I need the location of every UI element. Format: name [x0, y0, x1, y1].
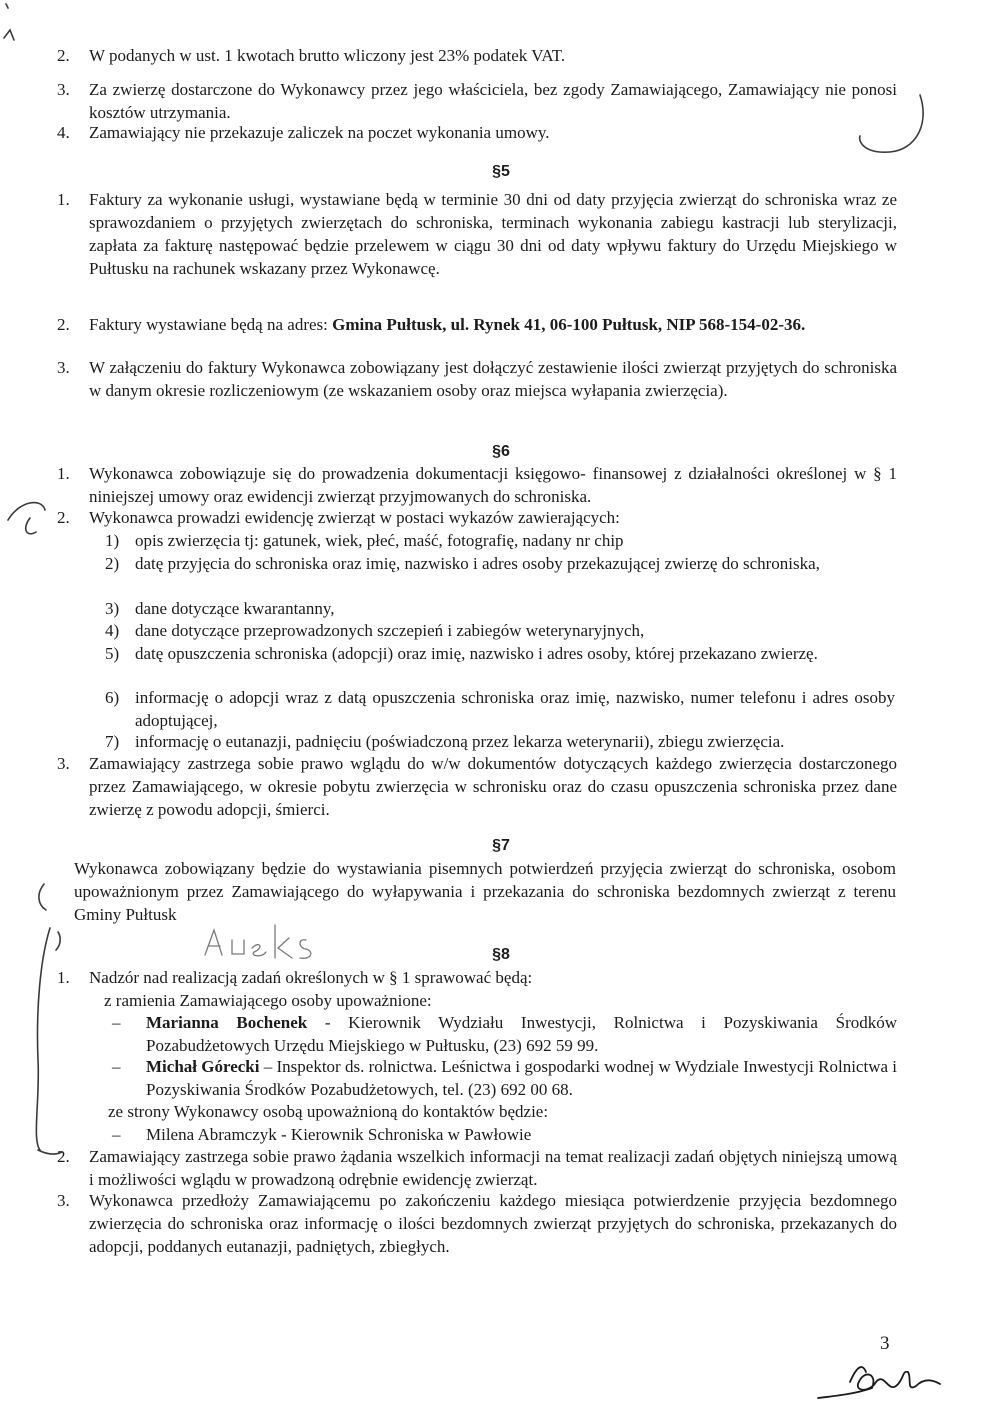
- section-8-item-1: 1. Nadzór nad realizacją zadań określonych w § 1 sprawować będą:: [57, 968, 533, 987]
- corner-tick: [4, 30, 14, 40]
- corner-mark: [6, 4, 8, 8]
- section-5-item-1: 1. Faktury za wykonanie usługi, wystawiane będą w terminie 30 dni od daty przyjęcia zwierząt do schroniska wraz ze sprawozdaniem o przyjętych zwierzętach do schroniska, terminach wykonania zabiegu kastracji lub sterylizacji, zapłata za fakturę następować będzie przelewem w ciągu 30 dni od daty wpływu faktury do Urzędu Miejskiego w Pułtusku na rachunek wskazany przez Wykonawcę.: [57, 190, 897, 278]
- page-number: 3: [880, 1333, 890, 1354]
- margin-bracket: [39, 884, 46, 910]
- aneks-annotation: [205, 925, 311, 958]
- paragraph-4-item-3: 3. Za zwierzę dostarczone do Wykonawcy przez jego właściciela, bez zgody Zamawiającego, Zamawiający nie ponosi kosztów utrzymania.: [57, 80, 897, 122]
- margin-tail: [38, 1150, 62, 1154]
- margin-curve: [860, 95, 923, 152]
- section-7-heading: §7: [492, 837, 510, 854]
- margin-line: [36, 928, 50, 1150]
- list-item: 5) datę opuszczenia schroniska (adopcji) oraz imię, nazwisko i adres osoby, której przekazano zwierzę.: [105, 644, 818, 663]
- contracting-authority-label: z ramienia Zamawiającego osoby upoważnione:: [104, 991, 432, 1010]
- paragraph-4-item-2: 2. W podanych w ust. 1 kwotach brutto wliczony jest 23% podatek VAT.: [57, 46, 566, 65]
- billing-address: Gmina Pułtusk, ul. Rynek 41, 06-100 Pułtusk, NIP 568-154-02-36.: [332, 315, 806, 334]
- list-item: 2) datę przyjęcia do schroniska oraz imię, nazwisko i adres osoby przekazującej zwierzę do schroniska,: [105, 554, 820, 573]
- section-6-item-1: 1. Wykonawca zobowiązuje się do prowadzenia dokumentacji księgowo- finansowej z działalności określonej w § 1 niniejszej umowy oraz ewidencji zwierząt przyjmowanych do schroniska.: [57, 464, 897, 506]
- section-5-heading: §5: [492, 163, 510, 180]
- list-item: 1) opis zwierzęcia tj: gatunek, wiek, płeć, maść, fotografię, nadany nr chip: [105, 531, 624, 550]
- section-6-heading: §6: [492, 443, 510, 460]
- contractor-label: ze strony Wykonawcy osobą upoważnioną do kontaktów będzie:: [108, 1102, 549, 1121]
- list-item: 3) dane dotyczące kwarantanny,: [105, 599, 335, 618]
- section-6-item-3: 3. Zamawiający zastrzega sobie prawo wglądu do w/w dokumentów dotyczących każdego zwierzęcia dostarczonego przez Zamawiającego, w okresie pobytu zwierzęcia w schronisku oraz do czasu opuszczenia schroniska przez dane zwierzę z powodu adopcji, śmierci.: [57, 754, 897, 819]
- section-7-text: Wykonawca zobowiązany będzie do wystawiania pisemnych potwierdzeń przyjęcia zwierząt do schroniska, osobom upoważnionym przez Zamawiającego do wyłapywania i przekazania do schroniska bezdomnych zwierząt z terenu Gminy Pułtusk: [74, 859, 896, 924]
- section-6-item-2: 2. Wykonawca prowadzi ewidencję zwierząt w postaci wykazów zawierających:: [57, 508, 620, 527]
- section-8-heading: §8: [492, 946, 510, 963]
- margin-scribble: [8, 503, 45, 534]
- section-8-item-3: 3. Wykonawca przedłoży Zamawiającemu po zakończeniu każdego miesiąca potwierdzenie przyjęcia bezdomnego zwierzęcia do schroniska oraz informację o ilości bezdomnych zwierząt przyjętych do schroniska, przekazanych do adopcji, poddanych eutanazji, padniętych, zbiegłych.: [57, 1191, 897, 1256]
- section-8-item-2: 2. Zamawiający zastrzega sobie prawo żądania wszelkich informacji na temat realizacji zadań objętych niniejszą umową i możliwości wglądu w prowadzoną odrębnie ewidencję zwierząt.: [57, 1147, 897, 1189]
- section-5-item-3: 3. W załączeniu do faktury Wykonawca zobowiązany jest dołączyć zestawienie ilości zwierząt przyjętych do schroniska w danym okresie rozliczeniowym (ze wskazaniem osoby oraz miejsca wyłapania zwierzęcia).: [57, 358, 897, 400]
- authorized-person-2: – Michał Górecki – Inspektor ds. rolnictwa. Leśnictwa i gospodarki wodnej w Wydziale Inwestycji Rolnictwa i Pozyskiwania Środków Pozabudżetowych, tel. (23) 692 00 68.: [112, 1057, 897, 1099]
- list-item: 7) informację o eutanazji, padnięciu (poświadczoną przez lekarza weterynarii), zbiegu zwierzęcia.: [105, 732, 785, 751]
- list-item: 6) informację o adopcji wraz z datą opuszczenia schroniska oraz imię, nazwisko, numer telefonu i adres osoby adoptującej,: [105, 688, 895, 730]
- paragraph-4-item-4: 4. Zamawiający nie przekazuje zaliczek na poczet wykonania umowy.: [57, 123, 550, 142]
- margin-hook: [56, 932, 60, 950]
- section-5-item-2: 2. Faktury wystawiane będą na adres: Gmina Pułtusk, ul. Rynek 41, 06-100 Pułtusk, NIP 568-154-02-36.: [57, 315, 806, 334]
- list-item: 4) dane dotyczące przeprowadzonych szczepień i zabiegów weterynaryjnych,: [105, 621, 645, 640]
- contractor-contact-person: – Milena Abramczyk - Kierownik Schroniska w Pawłowie: [112, 1125, 532, 1144]
- authorized-person-1: – Marianna Bochenek - Kierownik Wydziału Inwestycji, Rolnictwa i Pozyskiwania Środków Pozabudżetowych Urzędu Miejskiego w Pułtusku, (23) 692 59 99.: [112, 1013, 898, 1055]
- signature: [818, 1367, 940, 1398]
